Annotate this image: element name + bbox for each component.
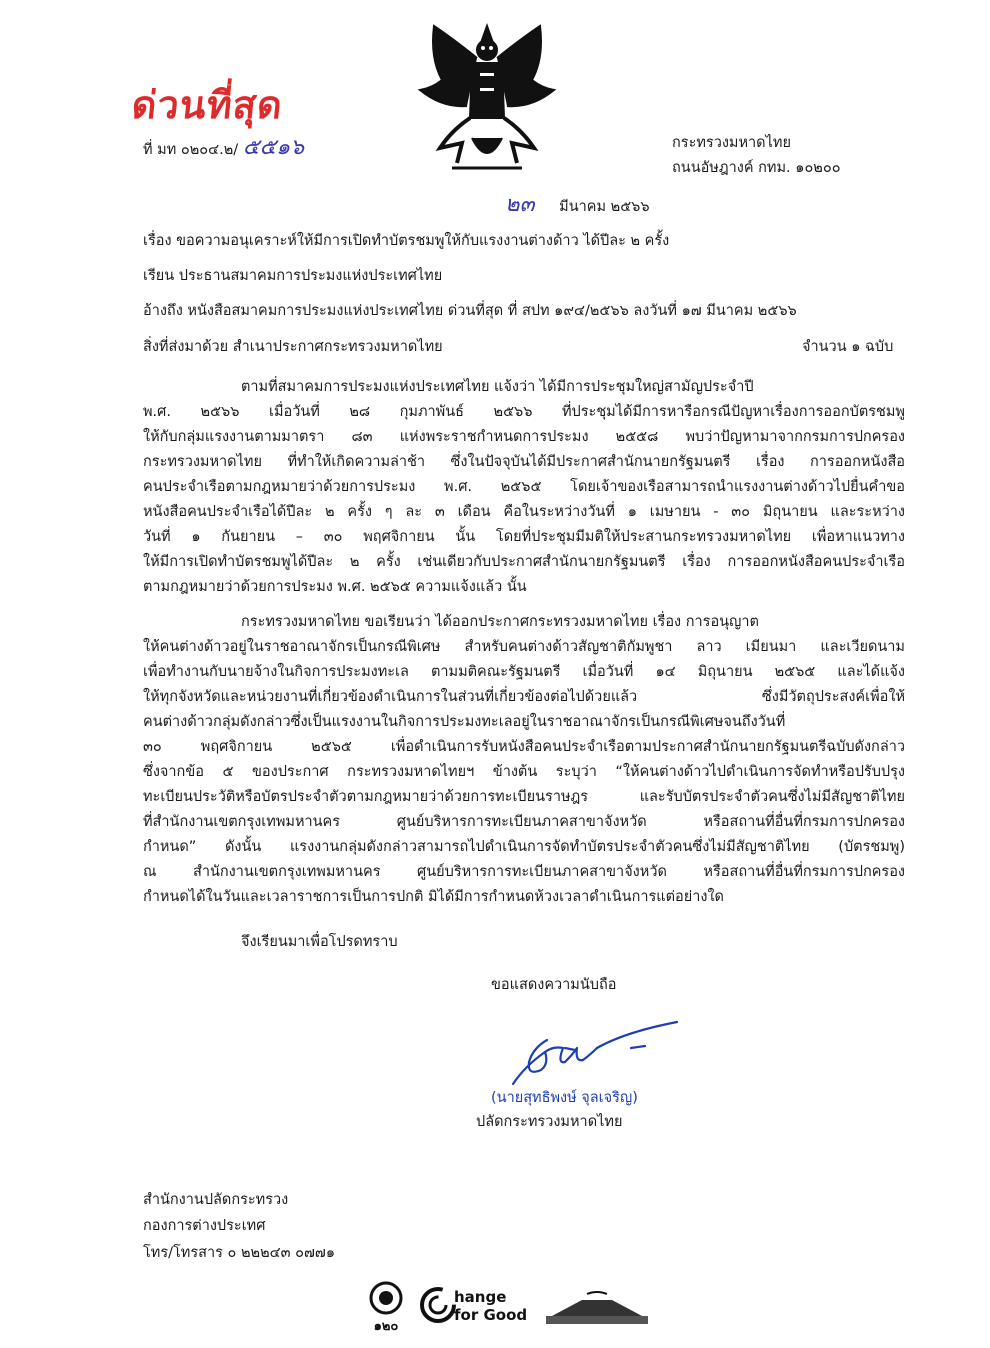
reference-handwritten: ๕๕๑๖	[242, 135, 305, 160]
body-paragraph-1	[143, 375, 905, 600]
urgency-label: ด่วนที่สุด	[129, 83, 286, 127]
anniversary-text: ๑๒๐	[373, 1319, 399, 1334]
letter-date	[505, 192, 650, 217]
paragraph-line: ให้ทุกจังหวัดและหน่วยงานที่เกี่ยวข้องดำเนินการในส่วนที่เกี่ยวข้องต่อไปด้วยแล้ว ซึ่งมีวัตถุประสงค์เพื่อให้	[143, 689, 905, 705]
addressee-line: เรียน ประธานสมาคมการประมงแห่งประเทศไทย	[143, 268, 443, 284]
paragraph-line: ซึ่งจากข้อ ๕ ของประกาศ กระทรวงมหาดไทยฯ ข้างต้น ระบุว่า “ให้คนต่างด้าวไปดำเนินการจัดทำหรือปรับปรุง	[143, 764, 905, 780]
garuda-emblem	[412, 18, 562, 178]
paragraph-line: ทะเบียนประวัติหรือบัตรประจำตัวตามกฎหมายว่าด้วยการทะเบียนราษฎร และรับบัตรประจำตัวคนซึ่งไม่มีสัญชาติไทย	[143, 789, 905, 805]
signatory-title: ปลัดกระทรวงมหาดไทย	[476, 1114, 623, 1130]
paragraph-line: ที่สำนักงานเขตกรุงเทพมหานคร ศูนย์บริหารการทะเบียนภาคสาขาจังหวัด หรือสถานที่อื่นที่กรมการปกครอง	[143, 814, 905, 830]
paragraph-line: ให้คนต่างด้าวอยู่ในราชอาณาจักรเป็นกรณีพิเศษ สำหรับคนต่างด้าวสัญชาติกัมพูชา ลาว เมียนมา และเวียดนาม	[143, 639, 905, 655]
footer-logos	[362, 1280, 662, 1335]
paragraph-line: ตามกฎหมายว่าด้วยการประมง พ.ศ. ๒๕๖๕ ความแจ้งแล้ว นั้น	[143, 579, 527, 595]
org-name: กระทรวงมหาดไทย	[672, 135, 791, 151]
footer-office: สำนักงานปลัดกระทรวง	[143, 1192, 289, 1208]
paragraph-line: กระทรวงมหาดไทย ที่ทำให้เกิดความล่าช้า ซึ่งในปัจจุบันได้มีประกาศสำนักนายกรัฐมนตรี เรื่อง การออกหนังสือ	[143, 454, 905, 470]
paragraph-line: พ.ศ. ๒๕๖๖ เมื่อวันที่ ๒๘ กุมภาพันธ์ ๒๕๖๖ ที่ประชุมได้มีการหารือกรณีปัญหาเรื่องการออกบัตรชมพู	[143, 404, 905, 420]
change-for-good-logo	[454, 1288, 527, 1324]
reference-number	[143, 135, 305, 160]
subject-line: เรื่อง ขอความอนุเคราะห์ให้มีการเปิดทำบัตรชมพูให้กับแรงงานต่างด้าว ได้ปีละ ๒ ครั้ง	[143, 233, 670, 249]
closing-request: จึงเรียนมาเพื่อโปรดทราบ	[241, 934, 398, 950]
paragraph-line: กำหนด” ดังนั้น แรงงานกลุ่มดังกล่าวสามารถไปดำเนินการจัดทำบัตรประจำตัวคนซึ่งไม่มีสัญชาติไทย (บัตรชมพู)	[143, 839, 905, 855]
closing-salutation: ขอแสดงความนับถือ	[491, 977, 617, 993]
reference-line: อ้างถึง หนังสือสมาคมการประมงแห่งประเทศไทย ด่วนที่สุด ที่ สปท ๑๙๔/๒๕๖๖ ลงวันที่ ๑๗ มีนาคม ๒๕๖๖	[143, 303, 797, 319]
date-day-handwritten: ๒๓	[505, 192, 535, 217]
paragraph-line: ให้กับกลุ่มแรงงานตามมาตรา ๘๓ แห่งพระราชกำหนดการประมง ๒๕๕๘ พบว่าปัญหามาจากกรมการปกครอง	[143, 429, 905, 445]
paragraph-line: เพื่อทำงานกับนายจ้างในกิจการประมงทะเล ตามมติคณะรัฐมนตรี เมื่อวันที่ ๑๔ มิถุนายน ๒๕๖๕ และได้แจ้ง	[143, 664, 905, 680]
paragraph-line: วันที่ ๑ กันยายน – ๓๐ พฤศจิกายน นั้น โดยที่ประชุมมีมติให้ประสานกระทรวงมหาดไทย เพื่อหาแนวทาง	[143, 529, 905, 545]
paragraph-line: กำหนดได้ในวันและเวลาราชการเป็นการปกติ มิได้มีการกำหนดห้วงเวลาดำเนินการแต่อย่างใด	[143, 889, 724, 905]
paragraph-line: ๓๐ พฤศจิกายน ๒๕๖๕ เพื่อดำเนินการรับหนังสือคนประจำเรือตามประกาศสำนักนายกรัฐมนตรีฉบับดังกล่าว	[143, 739, 905, 755]
paragraph-line: ณ สำนักงานเขตกรุงเทพมหานคร ศูนย์บริหารการทะเบียนภาคสาขาจังหวัด หรือสถานที่อื่นที่กรมการปกครอง	[143, 864, 905, 880]
handwritten-signature	[505, 1018, 685, 1088]
enclosure-line: สิ่งที่ส่งมาด้วย สำเนาประกาศกระทรวงมหาดไทย	[143, 339, 443, 355]
anniversary-logo-icon	[362, 1280, 410, 1335]
paragraph-line: ให้มีการเปิดทำบัตรชมพูได้ปีละ ๒ ครั้ง เช่นเดียวกับประกาศสำนักนายกรัฐมนตรี เรื่อง การออกหนังสือคนประจำเรือ	[143, 554, 905, 570]
change-logo-line2: for Good	[454, 1306, 528, 1324]
body-paragraph-2	[143, 610, 905, 910]
paragraph-line: ตามที่สมาคมการประมงแห่งประเทศไทย แจ้งว่า ได้มีการประชุมใหญ่สามัญประจำปี	[241, 379, 754, 395]
enclosure-count: จำนวน ๑ ฉบับ	[802, 339, 894, 355]
paragraph-line: คนต่างด้าวกลุ่มดังกล่าวซึ่งเป็นแรงงานในกิจการประมงทะเลอยู่ในราชอาณาจักรเป็นกรณีพิเศษจนถึงวันที่	[143, 714, 786, 730]
change-for-good-c-icon	[418, 1284, 456, 1326]
change-logo-line1: hange	[454, 1288, 507, 1306]
footer-division: กองการต่างประเทศ	[143, 1218, 266, 1234]
paragraph-line: คนประจำเรือตามกฎหมายว่าด้วยการประมง พ.ศ. ๒๕๖๕ โดยเจ้าของเรือสามารถนำแรงงานต่างด้าวไปยื่นคำขอ	[143, 479, 905, 495]
ministry-building-logo-icon	[542, 1288, 652, 1328]
reference-prefix: ที่ มท ๐๒๐๔.๒/	[143, 142, 239, 158]
signatory-name: (นายสุทธิพงษ์ จุลเจริญ)	[491, 1090, 638, 1106]
footer-phone: โทร/โทรสาร ๐ ๒๒๒๔๓ ๐๗๗๑	[143, 1245, 336, 1261]
date-month-year: มีนาคม ๒๕๖๖	[559, 199, 650, 215]
paragraph-line: หนังสือคนประจำเรือได้ปีละ ๒ ครั้ง ๆ ละ ๓ เดือน คือในระหว่างวันที่ ๑ เมษายน - ๓๐ มิถุนายน และระหว่าง	[143, 504, 905, 520]
paragraph-line: กระทรวงมหาดไทย ขอเรียนว่า ได้ออกประกาศกระทรวงมหาดไทย เรื่อง การอนุญาต	[241, 614, 759, 630]
org-address: ถนนอัษฎางค์ กทม. ๑๐๒๐๐	[672, 160, 841, 176]
